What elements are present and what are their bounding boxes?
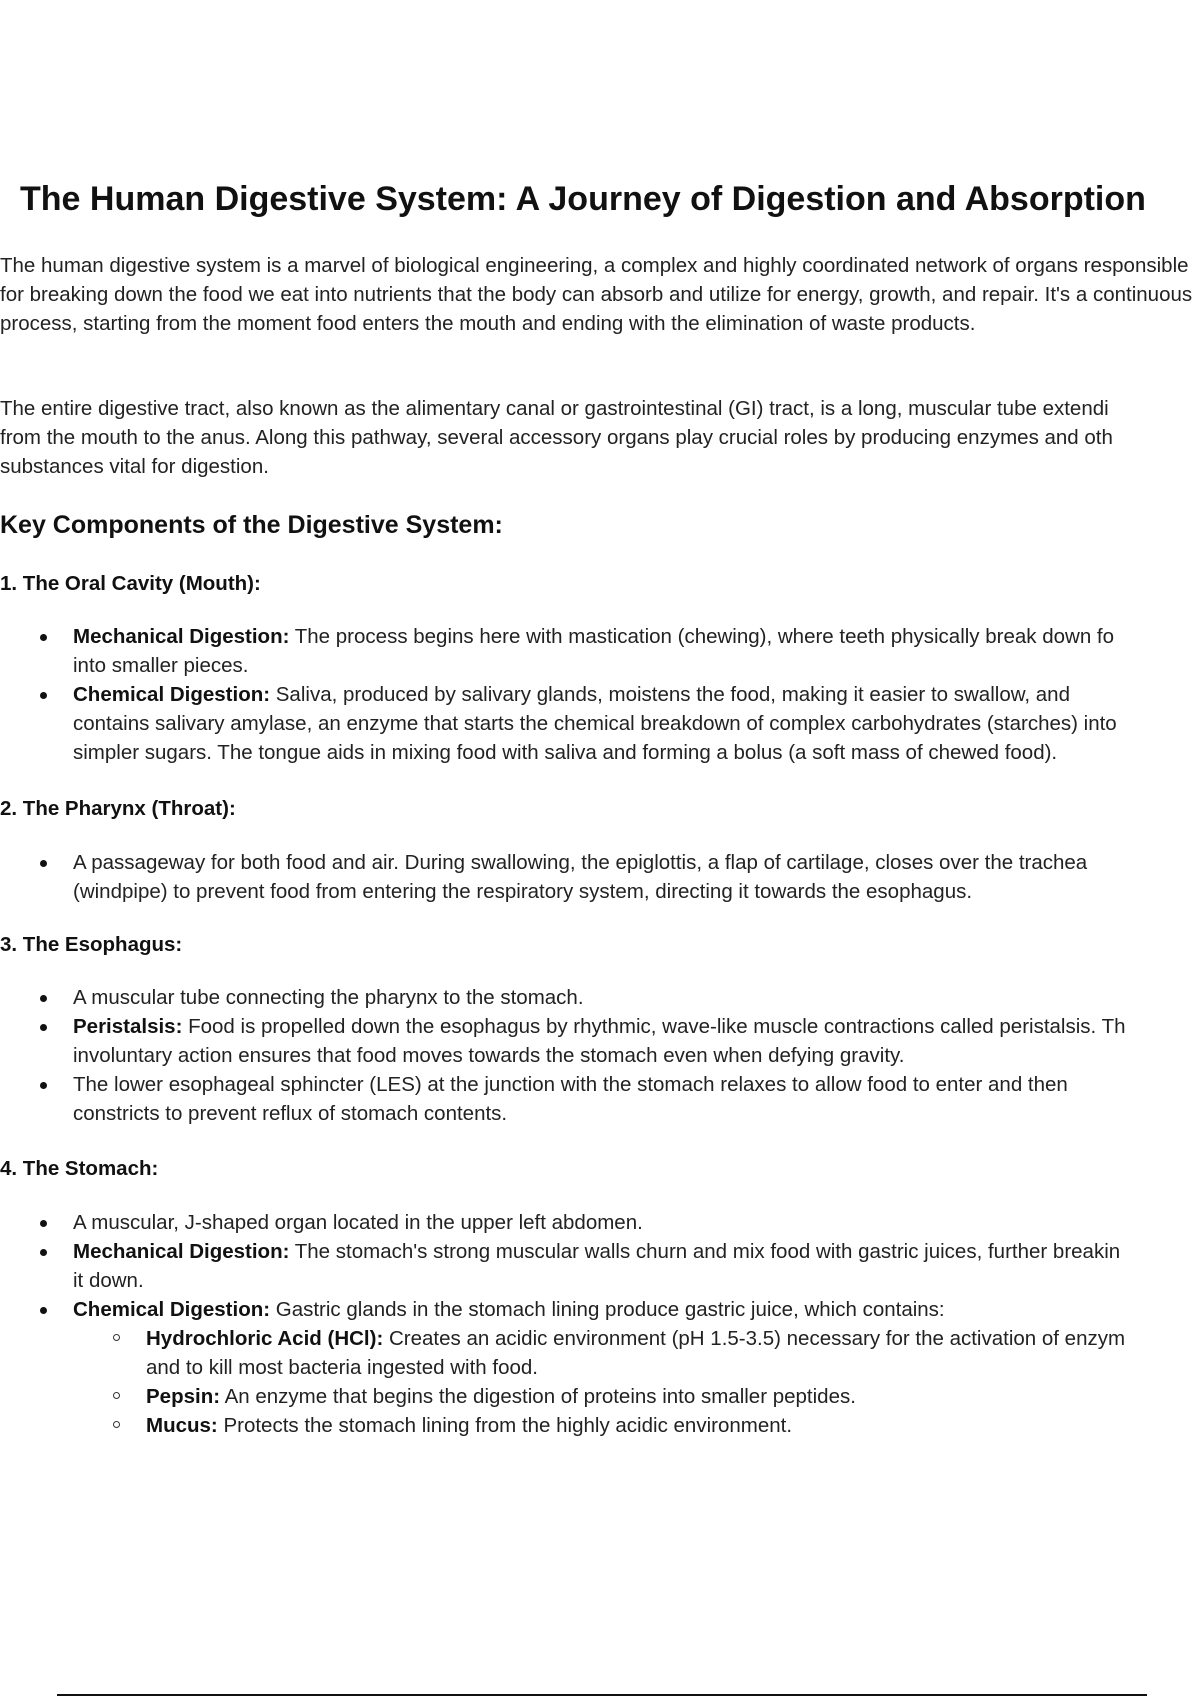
item-text: Food is propelled down the esophagus by rhythmic, wave-like muscle contractions called peristalsis. Th [182, 1015, 1126, 1038]
sub-item-label: Mucus: [146, 1414, 218, 1437]
sub-list-item [73, 1382, 1200, 1411]
sub-list-item [73, 1411, 1200, 1440]
item-text: A muscular tube connecting the pharynx to the stomach. [73, 986, 584, 1009]
sub-item-label: Hydrochloric Acid (HCl): [146, 1327, 384, 1350]
sub-item-text: and to kill most bacteria ingested with food. [146, 1356, 538, 1379]
item-text: involuntary action ensures that food moves towards the stomach even when defying gravity. [73, 1044, 905, 1067]
intro-paragraph-2 [0, 394, 1198, 481]
sub-item-text: Protects the stomach lining from the highly acidic environment. [217, 1414, 793, 1437]
list-item [0, 1070, 1200, 1128]
item-text: it down. [73, 1269, 144, 1292]
stomach-list [0, 1208, 1200, 1440]
intro-paragraph-1: The human digestive system is a marvel of biological engineering, a complex and highly coordinated network of organs responsible for breaking down the food we eat into nutrients that the body can absorb and utilize for energy, growth, and repair. It's a continuous process, starting from the moment food enters the mouth and ending with the elimination of waste products. [0, 254, 1193, 335]
subsection-heading-esophagus: 3. The Esophagus: [0, 933, 183, 956]
gastric-juice-list [73, 1324, 1200, 1440]
item-text: constricts to prevent reflux of stomach contents. [73, 1102, 508, 1125]
item-label: Chemical Digestion: [73, 1298, 271, 1321]
list-item [0, 1208, 1200, 1237]
subsection-heading-pharynx: 2. The Pharynx (Throat): [0, 797, 236, 820]
item-text: simpler sugars. The tongue aids in mixing food with saliva and forming a bolus (a soft mass of chewed food). [73, 741, 1058, 764]
item-text: (windpipe) to prevent food from entering the respiratory system, directing it towards the esophagus. [73, 880, 973, 903]
item-text: The lower esophageal sphincter (LES) at the junction with the stomach relaxes to allow food to enter and then [73, 1073, 1068, 1096]
esophagus-list [0, 983, 1200, 1128]
item-text: contains salivary amylase, an enzyme that starts the chemical breakdown of complex carbohydrates (starches) into [73, 712, 1117, 735]
item-text: Gastric glands in the stomach lining produce gastric juice, which contains: [270, 1298, 945, 1321]
sub-item-label: Pepsin: [146, 1385, 221, 1408]
subsection-heading-stomach: 4. The Stomach: [0, 1157, 159, 1180]
list-item [0, 680, 1200, 767]
intro-paragraph-2-line: The entire digestive tract, also known as the alimentary canal or gastrointestinal (GI) tract, is a long, muscular tube extendi [0, 397, 1109, 420]
intro-paragraph-2-line: from the mouth to the anus. Along this pathway, several accessory organs play crucial roles by producing enzymes and oth [0, 426, 1113, 449]
pharynx-list [0, 848, 1200, 906]
item-text: The process begins here with mastication (chewing), where teeth physically break down fo [289, 625, 1115, 648]
sub-list-item [73, 1324, 1200, 1382]
subsection-heading-oral-cavity: 1. The Oral Cavity (Mouth): [0, 572, 261, 595]
list-item [0, 1295, 1200, 1440]
item-text: Saliva, produced by salivary glands, moistens the food, making it easier to swallow, and [270, 683, 1070, 706]
item-label: Mechanical Digestion: [73, 625, 290, 648]
list-item [0, 983, 1200, 1012]
item-label: Mechanical Digestion: [73, 1240, 290, 1263]
oral-cavity-list [0, 622, 1200, 767]
item-text: A passageway for both food and air. During swallowing, the epiglottis, a flap of cartilage, closes over the trachea [73, 851, 1088, 874]
list-item [0, 1012, 1200, 1070]
item-label: Peristalsis: [73, 1015, 183, 1038]
list-item [0, 848, 1200, 906]
item-text: into smaller pieces. [73, 654, 249, 677]
list-item [0, 622, 1200, 680]
list-item [0, 1237, 1200, 1295]
item-text: A muscular, J-shaped organ located in the upper left abdomen. [73, 1211, 643, 1234]
item-text: The stomach's strong muscular walls churn and mix food with gastric juices, further breakin [289, 1240, 1121, 1263]
sub-item-text: Creates an acidic environment (pH 1.5-3.5) necessary for the activation of enzym [383, 1327, 1126, 1350]
page-title: The Human Digestive System: A Journey of Digestion and Absorption [20, 180, 1146, 218]
sub-item-text: An enzyme that begins the digestion of proteins into smaller peptides. [220, 1385, 856, 1408]
section-heading: Key Components of the Digestive System: [0, 511, 503, 539]
item-label: Chemical Digestion: [73, 683, 271, 706]
intro-paragraph-2-line: substances vital for digestion. [0, 455, 269, 478]
footer-divider [57, 1694, 1147, 1696]
